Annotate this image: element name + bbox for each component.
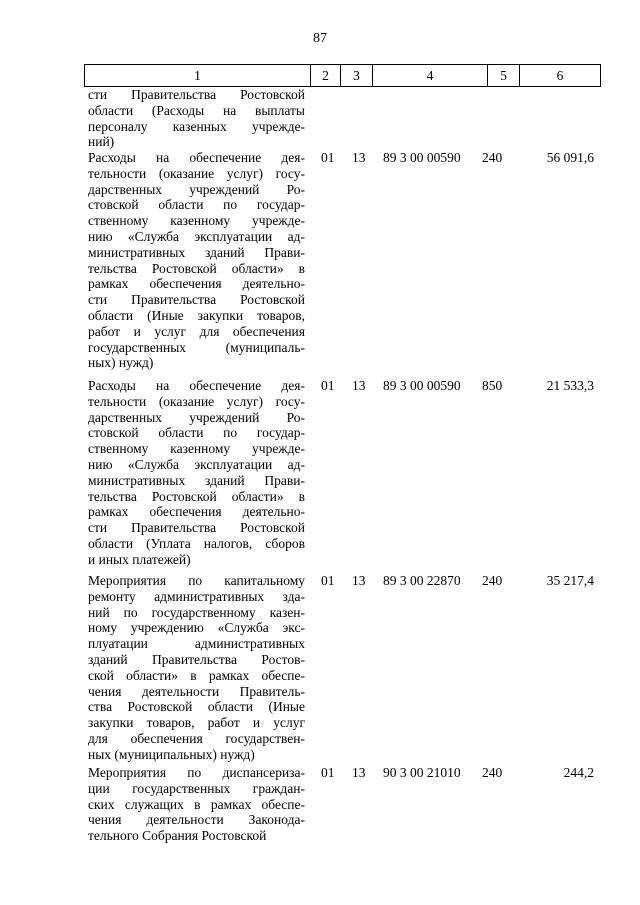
description-line: ции государственных граждан-	[88, 780, 305, 796]
row-description	[88, 378, 305, 568]
description-line: стовской области по государ-	[88, 197, 305, 213]
header-col-2: 2	[311, 65, 341, 87]
description-line: закупки товаров, работ и услуг	[88, 715, 305, 731]
description-line: ских служащих в рамках обеспе-	[88, 796, 305, 812]
description-line: дарственных учреждений Ро-	[88, 409, 305, 425]
header-col-5: 5	[488, 65, 520, 87]
amount: 244,2	[563, 765, 594, 780]
description-line: ственному казенному учрежде-	[88, 441, 305, 457]
subsection-code: 13	[352, 150, 366, 165]
description-line: чения деятельности Законода-	[88, 812, 305, 828]
description-line: и иных платежей)	[88, 551, 191, 567]
description-line: тельного Собрания Ростовской	[88, 828, 267, 844]
page-number: 87	[313, 31, 327, 46]
description-line: сти Правительства Ростовской	[88, 292, 305, 308]
expense-type-code: 240	[482, 150, 503, 165]
description-line: зданий Правительства Ростов-	[88, 651, 305, 667]
description-line: сти Правительства Ростовской	[88, 520, 305, 536]
description-line: стовской области по государ-	[88, 425, 305, 441]
amount: 35 217,4	[546, 573, 594, 588]
target-article-code: 90 3 00 21010	[383, 765, 461, 780]
header-col-3: 3	[341, 65, 373, 87]
description-line: ственному казенному учрежде-	[88, 213, 305, 229]
description-line: плуатации административных	[88, 636, 305, 652]
description-line: области (Уплата налогов, сборов	[88, 535, 305, 551]
description-line: министративных зданий Прави-	[88, 472, 305, 488]
section-code: 01	[321, 765, 335, 780]
description-line: чения деятельности Правитель-	[88, 683, 305, 699]
description-line: ства Ростовской области (Иные	[88, 699, 305, 715]
target-article-code: 89 3 00 00590	[383, 378, 461, 393]
target-article-code: 89 3 00 00590	[383, 150, 461, 165]
description-line: персоналу казенных учрежде-	[88, 118, 305, 134]
description-line: Мероприятия по капитальному	[88, 573, 305, 588]
description-line: нию «Служба эксплуатации ад-	[88, 456, 305, 472]
description-line: ных (муниципальных) нужд)	[88, 746, 255, 762]
section-code: 01	[321, 150, 335, 165]
row-description	[88, 765, 305, 844]
description-line: Расходы на обеспечение дея-	[88, 378, 305, 393]
description-line: рамках обеспечения деятельно-	[88, 276, 305, 292]
description-line: работ и услуг для обеспечения	[88, 323, 305, 339]
description-line: дарственных учреждений Ро-	[88, 181, 305, 197]
description-line: тельства Ростовской области» в	[88, 488, 305, 504]
row-description	[88, 150, 305, 371]
row-description	[88, 573, 305, 763]
expense-type-code: 240	[482, 765, 503, 780]
description-line: государственных (муниципаль-	[88, 339, 305, 355]
description-line: тельности (оказание услуг) госу-	[88, 393, 305, 409]
description-line: ному учреждению «Служба экс-	[88, 620, 305, 636]
header-col-1: 1	[85, 65, 311, 87]
description-line: рамках обеспечения деятельно-	[88, 504, 305, 520]
description-line: ний)	[88, 134, 115, 150]
subsection-code: 13	[352, 378, 366, 393]
description-line: ний по государственному казен-	[88, 604, 305, 620]
row-description	[88, 87, 305, 150]
description-line: тельства Ростовской области» в	[88, 260, 305, 276]
description-line: тельности (оказание услуг) госу-	[88, 165, 305, 181]
table-header	[84, 64, 601, 87]
description-line: ремонту административных зда-	[88, 588, 305, 604]
description-line: Мероприятия по диспансериза-	[88, 765, 305, 780]
description-line: Расходы на обеспечение дея-	[88, 150, 305, 165]
target-article-code: 89 3 00 22870	[383, 573, 461, 588]
expense-type-code: 850	[482, 378, 503, 393]
description-line: нию «Служба эксплуатации ад-	[88, 228, 305, 244]
subsection-code: 13	[352, 573, 366, 588]
description-line: области (Расходы на выплаты	[88, 102, 305, 118]
section-code: 01	[321, 573, 335, 588]
description-line: ской области» в рамках обеспе-	[88, 667, 305, 683]
amount: 56 091,6	[546, 150, 594, 165]
description-line: министративных зданий Прави-	[88, 244, 305, 260]
description-line: области (Иные закупки товаров,	[88, 307, 305, 323]
description-line: сти Правительства Ростовской	[88, 87, 305, 102]
header-col-6: 6	[520, 65, 601, 87]
subsection-code: 13	[352, 765, 366, 780]
section-code: 01	[321, 378, 335, 393]
expense-type-code: 240	[482, 573, 503, 588]
header-col-4: 4	[373, 65, 488, 87]
description-line: ных) нужд)	[88, 355, 154, 371]
amount: 21 533,3	[546, 378, 594, 393]
description-line: для обеспечения государствен-	[88, 730, 305, 746]
